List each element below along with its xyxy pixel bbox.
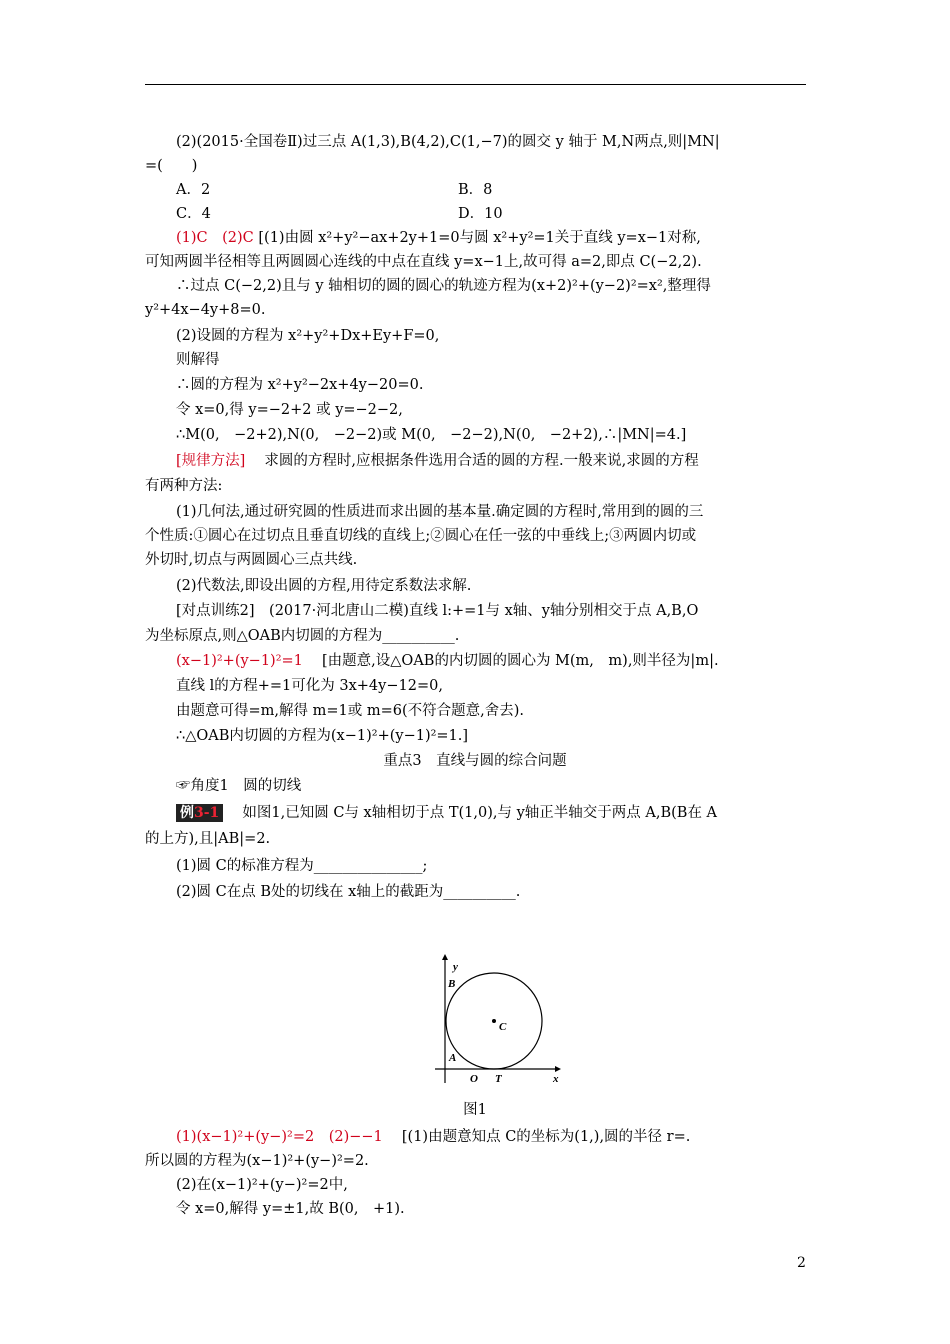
answer-line-7: ∴圆的方程为 x²+y²−2x+4y−20=0. — [176, 377, 424, 393]
example-tag-number: 3-1 — [194, 805, 220, 821]
y-axis-arrow-icon — [442, 954, 448, 960]
method-line-5: 外切时,切点与两圆圆心三点共线. — [145, 552, 358, 568]
solution-label: (1)(x−1)²+(y−)²=2 (2)−−1 — [176, 1129, 383, 1145]
answer-line-4: y²+4x−4y+8=0. — [145, 302, 266, 318]
label-t: T — [495, 1073, 502, 1085]
answer-line-1 — [176, 228, 701, 248]
answer-line-5: (2)设圆的方程为 x²+y²+Dx+Ey+F=0, — [176, 328, 440, 344]
solution-text-1: [(1)由题意知点 C的坐标为(1,),圆的半径 r=. — [387, 1129, 691, 1145]
method-label: [规律方法] — [176, 453, 246, 469]
training-line-1: [对点训练2] (2017·河北唐山二模)直线 l:+=1与 x轴、y轴分别相交于点 A,B,O — [176, 603, 699, 619]
question-2-line-1: (2)(2015·全国卷Ⅱ)过三点 A(1,3),B(4,2),C(1,−7)的圆交 y 轴于 M,N两点,则|MN| — [176, 134, 720, 150]
training-answer-label: (x−1)²+(y−1)²=1 — [176, 653, 303, 669]
header-rule — [145, 84, 806, 85]
label-o: O — [470, 1073, 478, 1085]
method-line-1 — [176, 451, 699, 471]
x-axis-arrow-icon — [555, 1066, 561, 1072]
method-line-4: 个性质:①圆心在过切点且垂直切线的直线上;②圆心在任一弦的中垂线上;③两圆内切或 — [145, 528, 697, 544]
example-line-4: (2)圆 C在点 B处的切线在 x轴上的截距为__________. — [176, 884, 521, 900]
example-tag — [176, 804, 223, 822]
method-line-2: 有两种方法: — [145, 478, 223, 494]
answer-line-3: ∴过点 C(−2,2)且与 y 轴相切的圆的圆心的轨迹方程为(x+2)²+(y−2)²=x²,整理得 — [176, 278, 711, 294]
answer-line-9: ∴M(0, −2+2),N(0, −2−2)或 M(0, −2−2),N(0, −2+2),∴|MN|=4.] — [176, 427, 687, 443]
angle-heading: ☞角度1 圆的切线 — [176, 778, 302, 794]
example-line-1 — [176, 803, 717, 823]
answer-text-1: [(1)由圆 x²+y²−ax+2y+1=0与圆 x²+y²=1关于直线 y=x−1对称, — [258, 230, 701, 246]
label-b: B — [448, 978, 456, 990]
example-text-1: 如图1,已知圆 C与 x轴相切于点 T(1,0),与 y轴正半轴交于两点 A,B(B在 A — [227, 805, 718, 821]
training-answer-text-1: [由题意,设△OAB的内切圆的圆心为 M(m, m),则半径为|m|. — [307, 653, 719, 669]
solution-line-2: 所以圆的方程为(x−1)²+(y−)²=2. — [145, 1153, 369, 1169]
label-a: A — [449, 1052, 457, 1064]
question-2-line-2: =( ) — [145, 158, 198, 174]
page-number: 2 — [797, 1255, 806, 1271]
y-label: y — [453, 961, 458, 973]
method-text-1: 求圆的方程时,应根据条件选用合适的圆的方程.一般来说,求圆的方程 — [249, 453, 699, 469]
example-tag-word: 例 — [180, 805, 194, 821]
solution-line-4: 令 x=0,解得 y=±1,故 B(0, +1). — [176, 1201, 405, 1217]
solution-line-1 — [176, 1127, 690, 1147]
center-point — [492, 1019, 496, 1023]
method-line-3: (1)几何法,通过研究圆的性质进而求出圆的基本量.确定圆的方程时,常用到的圆的三 — [176, 504, 704, 520]
method-line-6: (2)代数法,即设出圆的方程,用待定系数法求解. — [176, 578, 472, 594]
option-d: D．10 — [458, 206, 503, 222]
example-line-3: (1)圆 C的标准方程为_______________; — [176, 858, 428, 874]
solution-line-3: (2)在(x−1)²+(y−)²=2中, — [176, 1177, 348, 1193]
figure-caption: 图1 — [463, 1102, 487, 1118]
option-c: C．4 — [176, 206, 211, 222]
answer-line-8: 令 x=0,得 y=−2+2 或 y=−2−2, — [176, 402, 403, 418]
option-a: A．2 — [176, 182, 211, 198]
training-answer-line-1 — [176, 651, 719, 671]
training-line-2: 为坐标原点,则△OAB内切圆的方程为__________. — [145, 628, 460, 644]
training-answer-line-2: 直线 l的方程+=1可化为 3x+4y−12=0, — [176, 678, 443, 694]
x-label: x — [553, 1073, 559, 1085]
answer-label: (1)C (2)C — [176, 230, 254, 246]
answer-line-2: 可知两圆半径相等且两圆圆心连线的中点在直线 y=x−1上,故可得 a=2,即点 C(−2,2). — [145, 254, 702, 270]
label-c: C — [499, 1021, 507, 1033]
figure-1-diagram — [425, 948, 565, 1088]
training-answer-line-3: 由题意可得=m,解得 m=1或 m=6(不符合题意,舍去). — [176, 703, 525, 719]
example-line-2: 的上方),且|AB|=2. — [145, 831, 271, 847]
training-answer-line-4: ∴△OAB内切圆的方程为(x−1)²+(y−1)²=1.] — [176, 728, 469, 744]
answer-line-6: 则解得 — [176, 352, 220, 368]
option-b: B．8 — [458, 182, 493, 198]
section-heading: 重点3 直线与圆的综合问题 — [383, 753, 567, 769]
